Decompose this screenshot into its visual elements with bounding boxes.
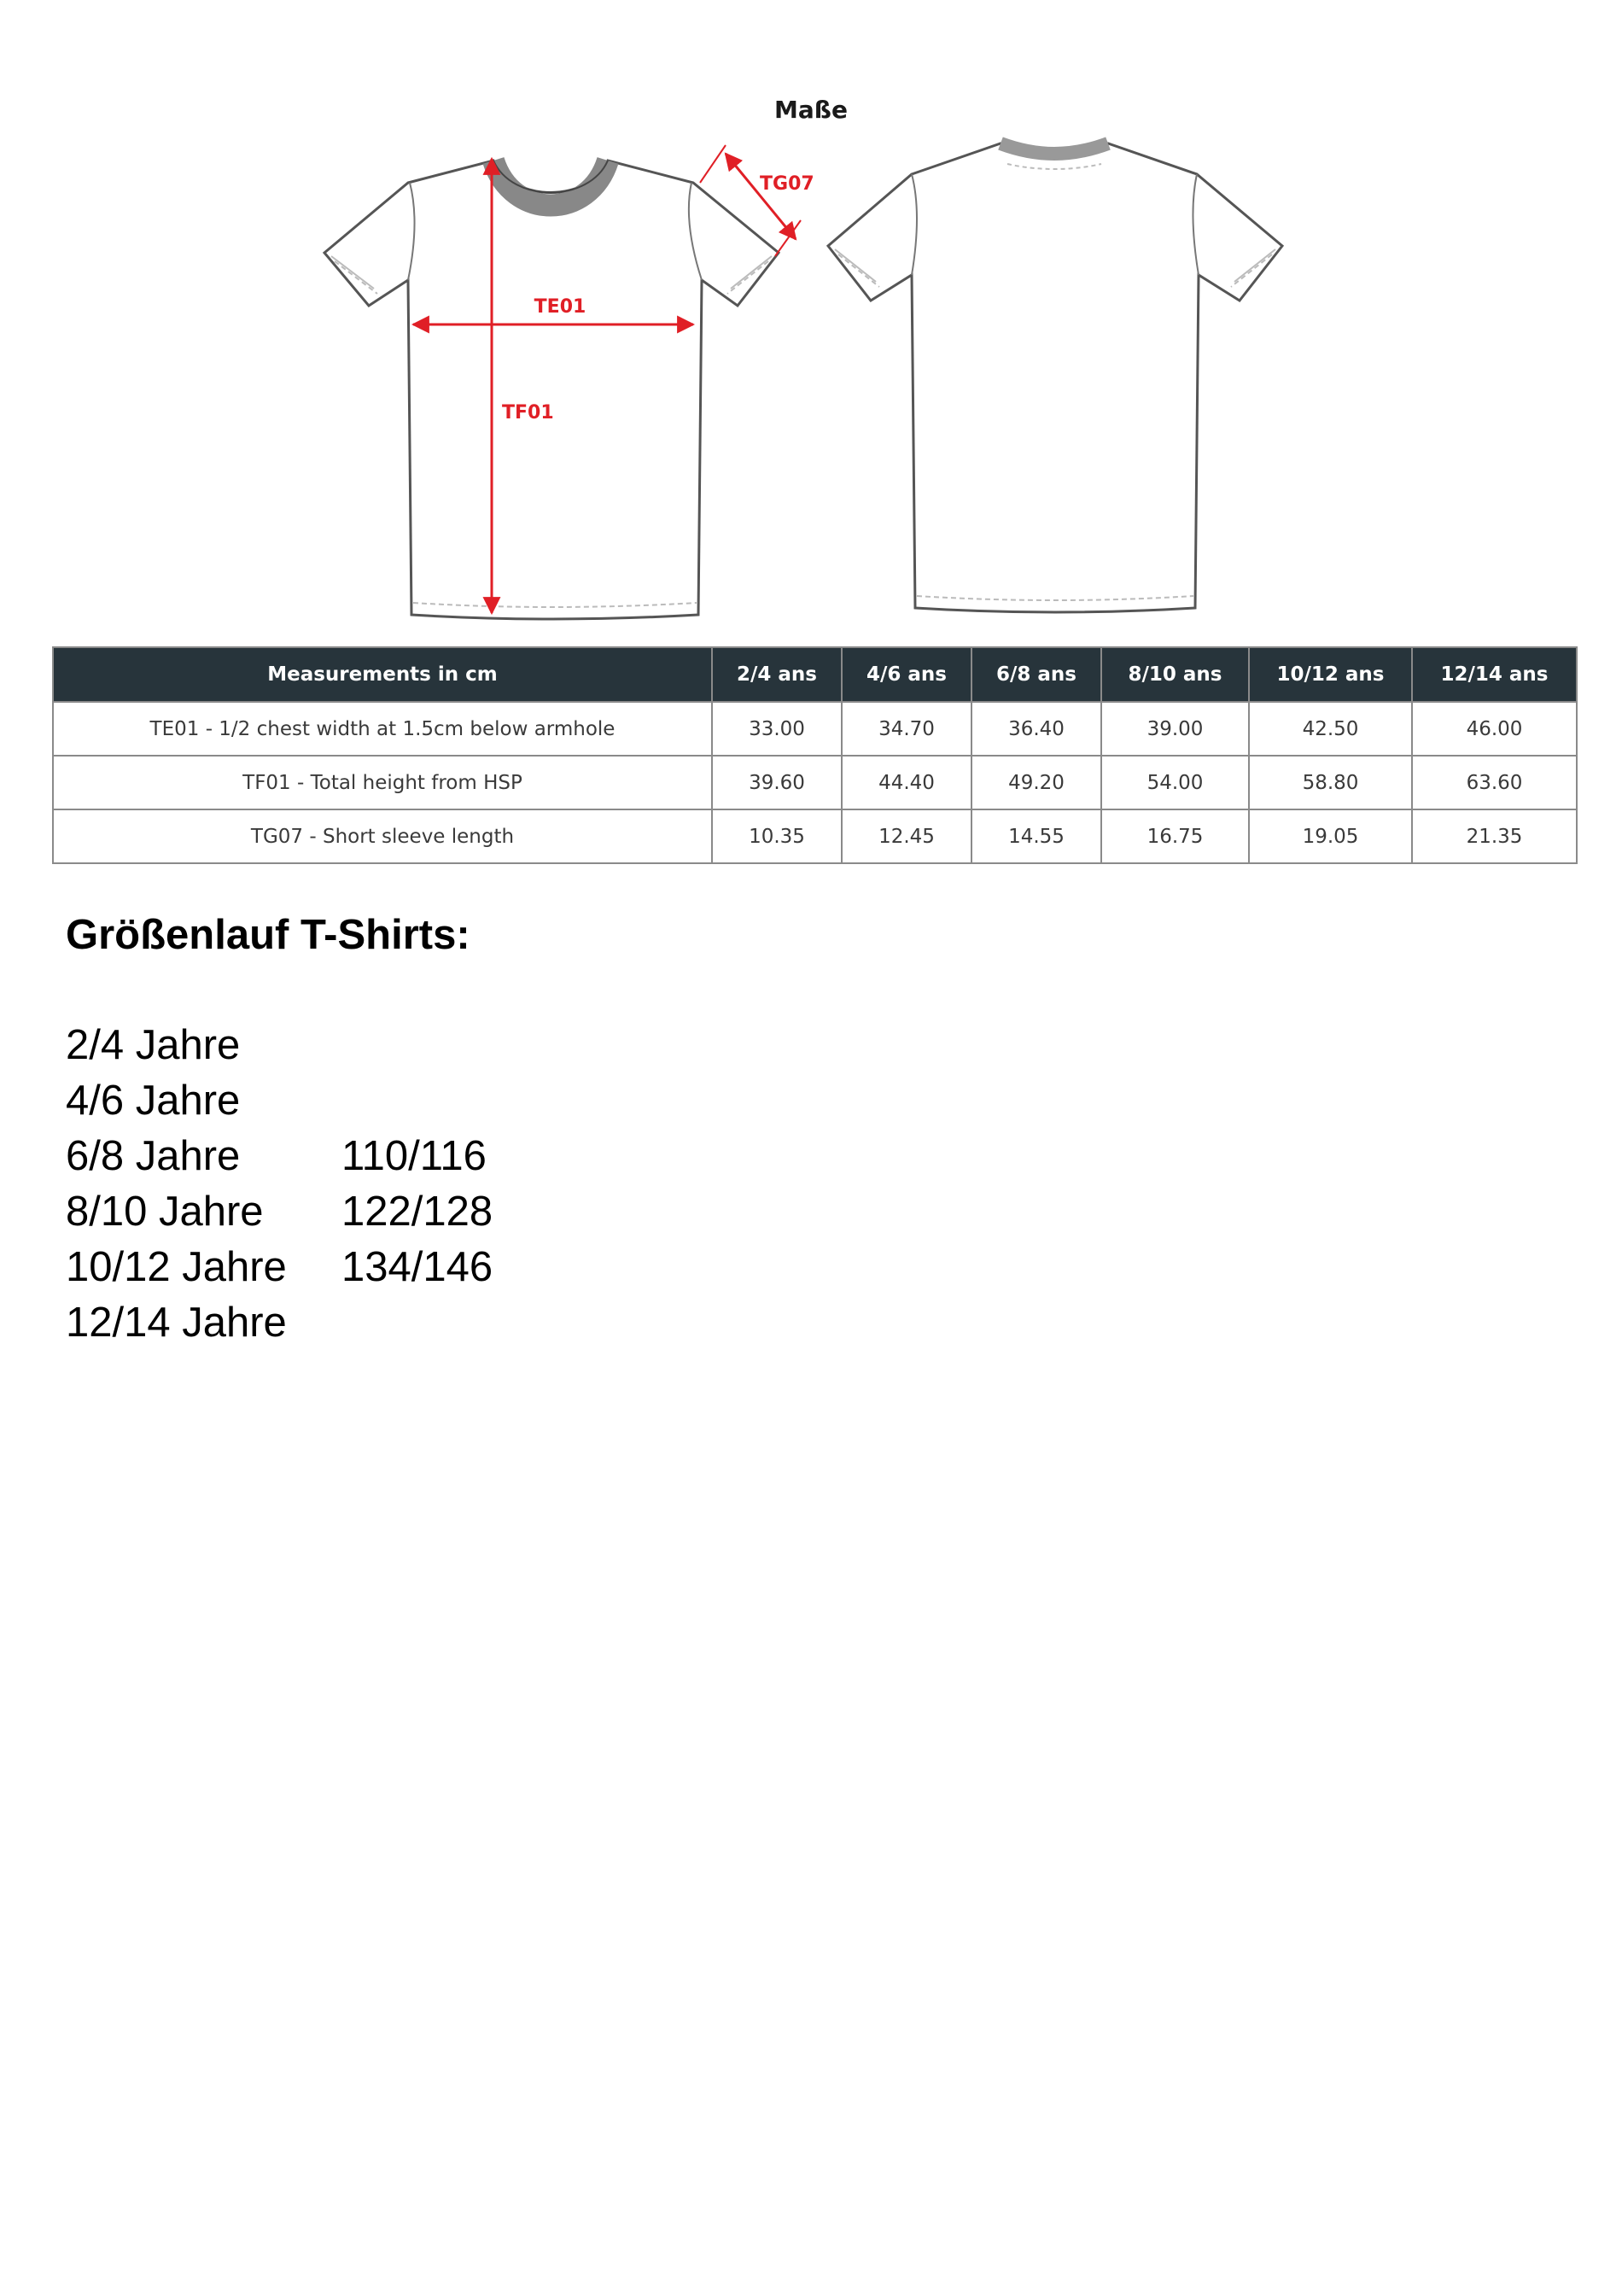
measurements-table	[52, 646, 1578, 864]
list-item	[66, 1073, 493, 1129]
tshirt-front	[324, 161, 779, 619]
table-cell: 10.35	[712, 809, 842, 863]
label-tg07: TG07	[760, 173, 814, 195]
table-cell: 63.60	[1412, 756, 1577, 809]
size-label: 4/6 Jahre	[66, 1078, 241, 1124]
table-cell: 39.00	[1101, 702, 1249, 756]
row-label: TE01 - 1/2 chest width at 1.5cm below armhole	[53, 702, 712, 756]
header-size: 4/6 ans	[842, 647, 971, 702]
header-size: 8/10 ans	[1101, 647, 1249, 702]
table-cell: 14.55	[971, 809, 1101, 863]
header-size: 10/12 ans	[1249, 647, 1412, 702]
figure-title: Maße	[774, 96, 848, 124]
header-size: 6/8 ans	[971, 647, 1101, 702]
table-cell: 42.50	[1249, 702, 1412, 756]
header-size: 12/14 ans	[1412, 647, 1577, 702]
list-item	[66, 1240, 493, 1295]
table-cell: 44.40	[842, 756, 971, 809]
tshirt-diagram	[0, 0, 1622, 649]
size-range-heading: Größenlauf T-Shirts:	[66, 912, 470, 958]
size-value: 110/116	[341, 1133, 487, 1179]
tshirt-back	[828, 143, 1282, 612]
table-cell: 16.75	[1101, 809, 1249, 863]
row-label: TG07 - Short sleeve length	[53, 809, 712, 863]
list-item	[66, 1018, 493, 1073]
table-cell: 21.35	[1412, 809, 1577, 863]
size-label: 12/14 Jahre	[66, 1300, 287, 1346]
table-cell: 19.05	[1249, 809, 1412, 863]
table-cell: 58.80	[1249, 756, 1412, 809]
table-cell: 36.40	[971, 702, 1101, 756]
row-label: TF01 - Total height from HSP	[53, 756, 712, 809]
table-cell: 39.60	[712, 756, 842, 809]
table-cell: 12.45	[842, 809, 971, 863]
size-label: 10/12 Jahre	[66, 1244, 287, 1290]
list-item	[66, 1184, 493, 1240]
header-measurements: Measurements in cm	[53, 647, 712, 702]
table-cell: 33.00	[712, 702, 842, 756]
header-size: 2/4 ans	[712, 647, 842, 702]
size-range-list	[66, 1018, 493, 1351]
table-cell: 46.00	[1412, 702, 1577, 756]
size-label: 6/8 Jahre	[66, 1133, 241, 1179]
table-row	[53, 702, 1577, 756]
size-label: 2/4 Jahre	[66, 1022, 241, 1068]
size-value: 122/128	[341, 1189, 493, 1235]
size-label: 8/10 Jahre	[66, 1189, 264, 1235]
table-cell: 49.20	[971, 756, 1101, 809]
table-cell: 54.00	[1101, 756, 1249, 809]
table-cell: 34.70	[842, 702, 971, 756]
table-row	[53, 756, 1577, 809]
label-tf01: TF01	[502, 402, 554, 424]
list-item	[66, 1295, 493, 1351]
list-item	[66, 1129, 493, 1184]
table-header-row	[53, 647, 1577, 702]
label-te01: TE01	[534, 296, 586, 318]
table-row	[53, 809, 1577, 863]
size-value: 134/146	[341, 1244, 493, 1290]
